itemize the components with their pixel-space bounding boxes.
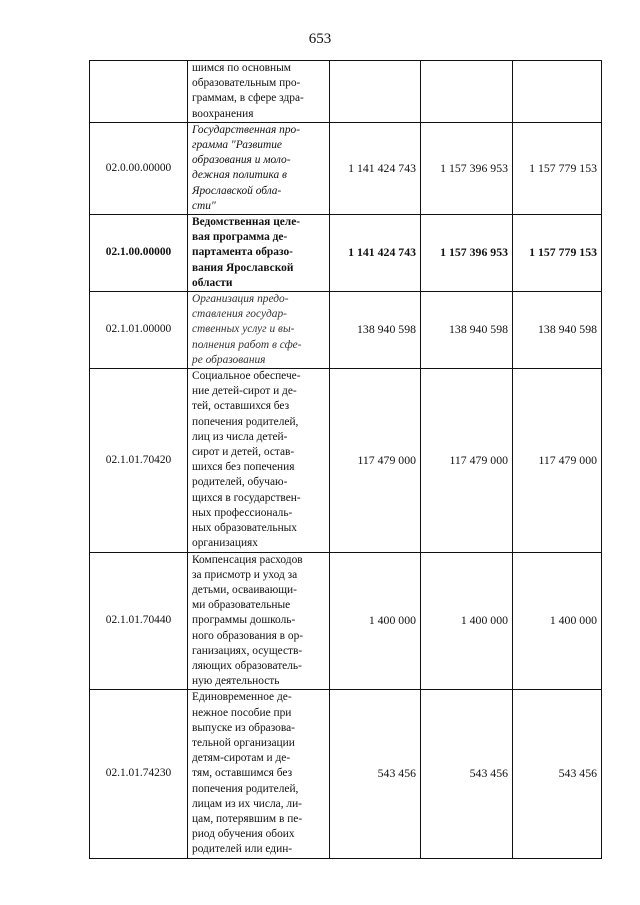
row-name-line: выпуске из образова- (192, 721, 295, 734)
row-amount-3: 1 157 779 153 (513, 122, 602, 214)
table-row (90, 369, 602, 552)
row-name-line: области (192, 276, 233, 289)
row-name-line: Социальное обеспече- (192, 370, 301, 383)
table-row (90, 292, 602, 369)
row-name-line: образования и моло- (192, 154, 291, 167)
row-name-line: образовательным про- (192, 77, 301, 90)
row-code: 02.0.00.00000 (90, 122, 188, 214)
row-name-line: риод обучения обоих (192, 828, 295, 841)
row-name-line: дежная политика в (192, 169, 287, 182)
row-name-line: детям-сиротам и де- (192, 752, 291, 765)
row-name (188, 61, 330, 123)
row-name-line: Государственная про- (192, 123, 301, 136)
row-amount-3: 138 940 598 (513, 292, 602, 369)
row-name-line: Ведомственная целе- (192, 216, 301, 229)
row-name-line: ных профессиональ- (192, 506, 293, 519)
row-name-line: тельной организации (192, 736, 295, 749)
row-name-line: лицам из их числа, ли- (192, 797, 302, 810)
row-name-line: вая программа де- (192, 231, 288, 244)
row-amount-1: 117 479 000 (330, 369, 421, 552)
table-row (90, 215, 602, 292)
row-amount-1: 1 141 424 743 (330, 122, 421, 214)
row-name-line: Организация предо- (192, 293, 289, 306)
row-name-line: за присмотр и уход за (192, 568, 298, 581)
row-name-line: ми образовательные (192, 599, 291, 612)
row-name-line: ную деятельность (192, 675, 280, 688)
row-name-line: нежное пособие при (192, 706, 292, 719)
row-name-line: сти" (192, 199, 216, 212)
row-name (188, 552, 330, 690)
row-name-line: тям, оставшимся без (192, 767, 293, 780)
table-row (90, 122, 602, 214)
row-name-line: сирот и детей, остав- (192, 446, 295, 459)
row-name-line: грамма "Развитие (192, 139, 282, 152)
row-name-line: лиц из числа детей- (192, 430, 288, 443)
row-name-line: ляющих образователь- (192, 659, 302, 672)
row-name-line: ставления государ- (192, 308, 287, 321)
row-name-line: родителей, обучаю- (192, 476, 288, 489)
row-amount-1: 543 456 (330, 690, 421, 858)
row-amount-2: 1 157 396 953 (421, 122, 513, 214)
row-name-line: Единовременное де- (192, 691, 292, 704)
row-name (188, 369, 330, 552)
row-name (188, 122, 330, 214)
row-name-line: ного образования в ор- (192, 629, 304, 642)
row-amount-2: 1 400 000 (421, 552, 513, 690)
table-row (90, 690, 602, 858)
row-name-line: ственных услуг и вы- (192, 323, 295, 336)
row-name-line: ных образовательных (192, 522, 298, 535)
row-name-line: полнения работ в сфе- (192, 338, 302, 351)
row-name-line: ре образования (192, 353, 266, 366)
row-name-line: организациях (192, 537, 258, 550)
row-amount-3: 543 456 (513, 690, 602, 858)
row-name-line: воохранения (192, 107, 254, 120)
row-name-line: шихся без попечения (192, 461, 295, 474)
row-code (90, 61, 188, 123)
row-name-line: попечения родителей, (192, 415, 299, 428)
row-amount-3 (513, 61, 602, 123)
row-name (188, 215, 330, 292)
row-name-line: партамента образо- (192, 246, 293, 259)
row-name-line: Компенсация расходов (192, 553, 303, 566)
row-name-line: цам, потерявшим в пе- (192, 812, 303, 825)
row-amount-2: 117 479 000 (421, 369, 513, 552)
row-code: 02.1.01.74230 (90, 690, 188, 858)
row-name-line: программы дошколь- (192, 614, 296, 627)
row-name-line: тей, оставшихся без (192, 400, 290, 413)
row-amount-2: 543 456 (421, 690, 513, 858)
budget-table-body (90, 61, 602, 859)
row-name-line: родителей или един- (192, 843, 293, 856)
row-amount-3: 1 400 000 (513, 552, 602, 690)
row-amount-2: 1 157 396 953 (421, 215, 513, 292)
row-name-line: ние детей-сирот и де- (192, 385, 297, 398)
row-amount-1: 138 940 598 (330, 292, 421, 369)
page-number: 653 (308, 31, 332, 47)
row-code: 02.1.01.70420 (90, 369, 188, 552)
row-name-line: попечения родителей, (192, 782, 299, 795)
row-amount-2 (421, 61, 513, 123)
budget-table (89, 60, 602, 859)
row-name (188, 292, 330, 369)
row-amount-1: 1 141 424 743 (330, 215, 421, 292)
row-name-line: ганизациях, осуществ- (192, 644, 303, 657)
row-name-line: щихся в государствен- (192, 491, 301, 504)
table-row (90, 552, 602, 690)
row-amount-1 (330, 61, 421, 123)
row-name-line: детьми, осваивающи- (192, 583, 297, 596)
row-name-line: вания Ярославской (192, 261, 294, 274)
row-amount-1: 1 400 000 (330, 552, 421, 690)
row-code: 02.1.01.70440 (90, 552, 188, 690)
row-amount-3: 117 479 000 (513, 369, 602, 552)
row-name-line: граммам, в сфере здра- (192, 92, 304, 105)
row-code: 02.1.00.00000 (90, 215, 188, 292)
row-code: 02.1.01.00000 (90, 292, 188, 369)
row-amount-3: 1 157 779 153 (513, 215, 602, 292)
row-name-line: шимся по основным (192, 62, 292, 74)
table-row (90, 61, 602, 123)
row-name-line: Ярославской обла- (192, 184, 282, 197)
row-amount-2: 138 940 598 (421, 292, 513, 369)
row-name (188, 690, 330, 858)
